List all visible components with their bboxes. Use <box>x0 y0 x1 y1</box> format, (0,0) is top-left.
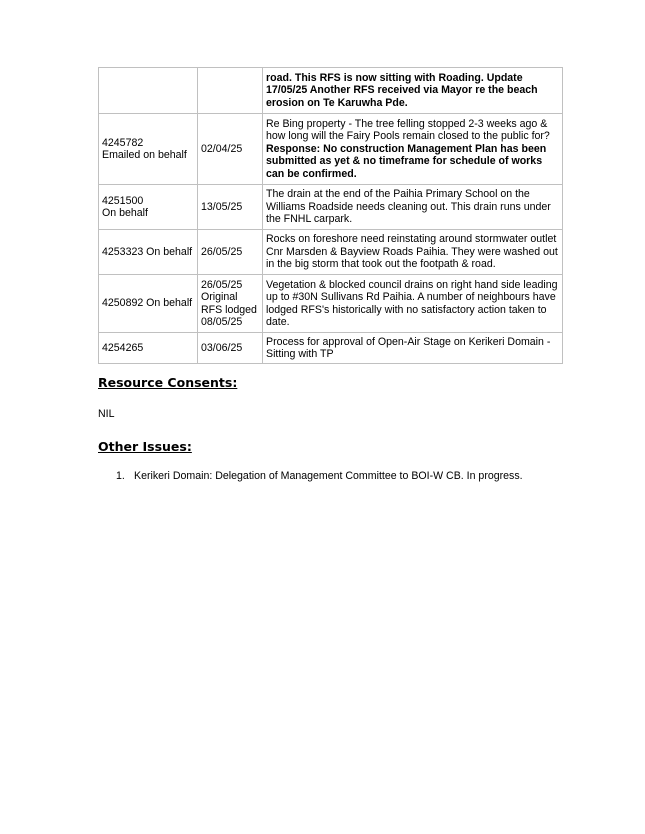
list-item-text: Kerikeri Domain: Delegation of Management Committee to BOI-W CB. In progress. <box>134 470 523 482</box>
rfs-date-cell: 03/06/25 <box>198 333 263 364</box>
rfs-details-plain: The drain at the end of the Paihia Primary School on the Williams Roadside needs cleaning out. This drain runs under the FNHL carpark. <box>266 188 551 226</box>
rfs-id-cell <box>99 68 198 114</box>
rfs-table <box>98 67 563 364</box>
rfs-details-cell <box>263 114 563 185</box>
rfs-details-cell <box>263 68 563 114</box>
table-row <box>99 114 563 185</box>
rfs-details-plain: Re Bing property - The tree felling stopped 2-3 weeks ago & how long will the Fairy Pools remain closed to the public for? <box>266 117 550 143</box>
rfs-id-cell <box>99 185 198 230</box>
rfs-id-note: On behalf <box>102 207 148 219</box>
rfs-id-number: 4251500 <box>102 194 144 207</box>
other-issues-heading: Other Issues: <box>98 439 192 454</box>
rfs-date-cell: 02/04/25 <box>198 114 263 185</box>
rfs-id-note: Emailed on behalf <box>102 149 187 161</box>
rfs-details-bold: road. This RFS is now sitting with Roading. Update 17/05/25 Another RFS received via Mayor re the beach erosion on Te Karuwha Pde. <box>266 71 538 109</box>
rfs-details-plain: Vegetation & blocked council drains on right hand side leading up to #30N Sullivans Rd Paihia. A number of neighbours have lodged RFS's historically with no satisfactory action taken to date. <box>266 278 558 328</box>
rfs-date-cell: 26/05/25 Original RFS lodged 08/05/25 <box>198 275 263 333</box>
rfs-details-cell <box>263 275 563 333</box>
table-row <box>99 185 563 230</box>
rfs-id-number: 4245782 <box>102 136 144 149</box>
list-item-number: 1. <box>116 470 125 482</box>
list-item <box>116 470 523 482</box>
other-issues-list <box>116 470 523 482</box>
table-row <box>99 230 563 275</box>
rfs-details-cell <box>263 230 563 275</box>
rfs-id-cell: 4254265 <box>99 333 198 364</box>
rfs-details-plain: Process for approval of Open-Air Stage on Kerikeri Domain - Sitting with TP <box>266 335 551 360</box>
rfs-date-cell <box>198 68 263 114</box>
rfs-details-cell <box>263 185 563 230</box>
rfs-date-cell: 13/05/25 <box>198 185 263 230</box>
rfs-id-cell <box>99 114 198 185</box>
table-row <box>99 275 563 333</box>
rfs-date-cell: 26/05/25 <box>198 230 263 275</box>
rfs-details-cell <box>263 333 563 364</box>
rfs-id-cell: 4250892 On behalf <box>99 275 198 333</box>
table-row <box>99 333 563 364</box>
resource-consents-heading: Resource Consents: <box>98 375 238 390</box>
rfs-details-plain: Rocks on foreshore need reinstating around stormwater outlet Cnr Marsden & Bayview Roads Paihia. They were washed out in the big storm that took out the footpath & road. <box>266 233 558 271</box>
rfs-id-cell: 4253323 On behalf <box>99 230 198 275</box>
resource-consents-text: NIL <box>98 408 115 420</box>
table-row <box>99 68 563 114</box>
rfs-details-bold: Response: No construction Management Plan has been submitted as yet & no timeframe for schedule of works can be confirmed. <box>266 142 547 180</box>
